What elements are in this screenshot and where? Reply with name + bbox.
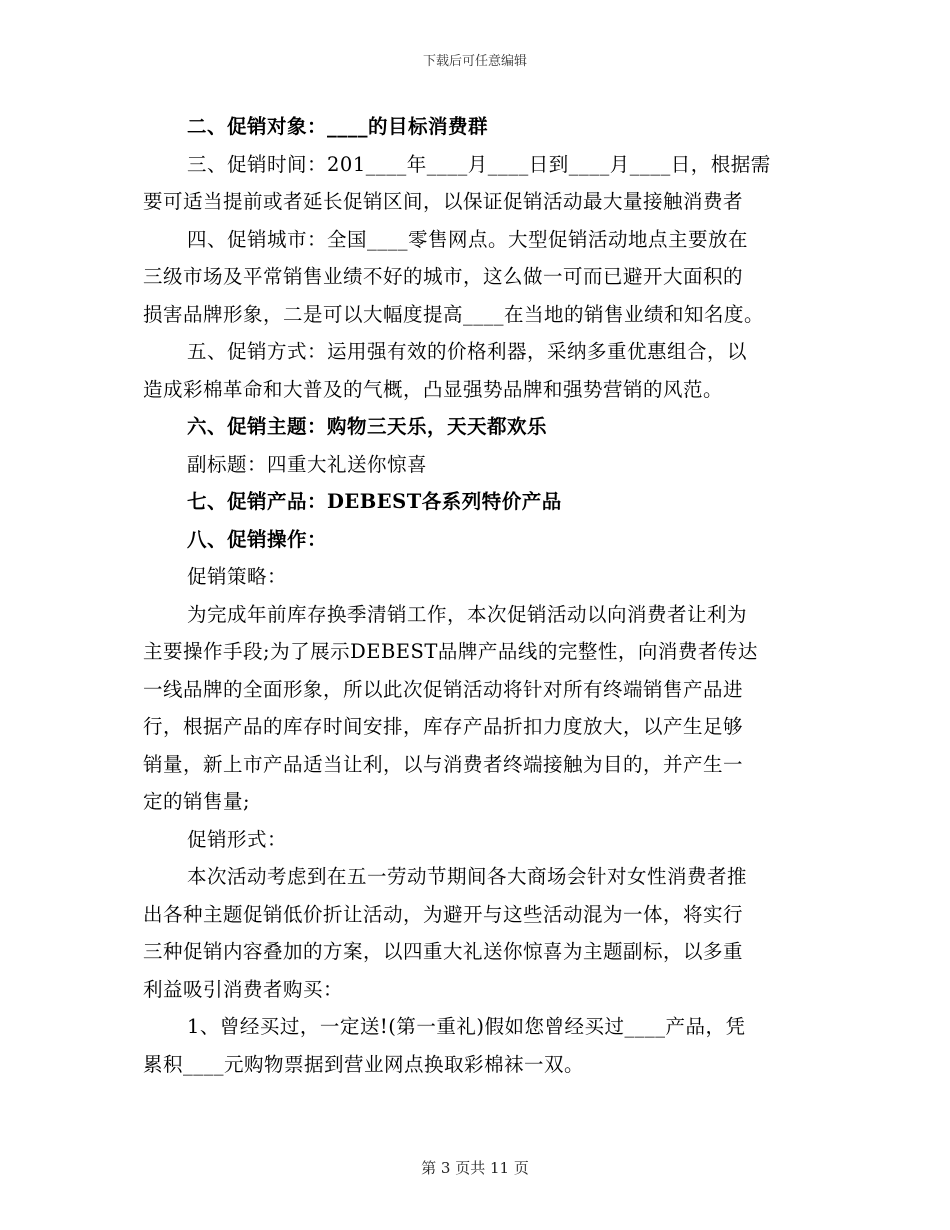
text-line: 为完成年前库存换季清销工作，本次促销活动以向消费者让利为 bbox=[187, 602, 748, 626]
text-line: 促销形式： bbox=[187, 827, 288, 851]
text-line: 1、曾经买过，一定送!(第一重礼)假如您曾经买过____产品，凭 bbox=[187, 1015, 746, 1038]
text-line: 本次活动考虑到在五一劳动节期间各大商场会针对女性消费者推 bbox=[187, 865, 748, 888]
text-line: 二、促销对象：____的目标消费群 bbox=[187, 115, 489, 138]
document-body bbox=[143, 108, 808, 1083]
text-line: 副标题：四重大礼送你惊喜 bbox=[187, 452, 428, 476]
text-line: 造成彩棉革命和大普及的气概，凸显强势品牌和强势营销的风范。 bbox=[143, 377, 724, 401]
text-line: 主要操作手段;为了展示DEBEST品牌产品线的完整性，向消费者传达 bbox=[143, 640, 758, 663]
text-line: 三种促销内容叠加的方案，以四重大礼送你惊喜为主题副标，以多重 bbox=[143, 940, 744, 963]
text-line: 损害品牌形象，二是可以大幅度提高____在当地的销售业绩和知名度。 bbox=[143, 302, 765, 326]
text-line: 五、促销方式：运用强有效的价格利器，采纳多重优惠组合，以 bbox=[187, 340, 748, 363]
text-line: 要可适当提前或者延长促销区间，以保证促销活动最大量接触消费者 bbox=[143, 190, 744, 213]
text-line: 定的销售量; bbox=[143, 790, 251, 813]
text-line: 促销策略： bbox=[187, 565, 288, 588]
text-line: 六、促销主题：购物三天乐，天天都欢乐 bbox=[187, 415, 548, 438]
text-line: 七、促销产品：DEBEST各系列特价产品 bbox=[187, 490, 562, 513]
text-line: 累积____元购物票据到营业网点换取彩棉袜一双。 bbox=[143, 1052, 585, 1076]
text-line: 三、促销时间：201____年____月____日到____月____日，根据需 bbox=[187, 152, 771, 176]
text-line: 八、促销操作： bbox=[187, 527, 328, 551]
text-line: 出各种主题促销低价折让活动，为避开与这些活动混为一体，将实行 bbox=[143, 902, 744, 926]
text-line: 三级市场及平常销售业绩不好的城市，这么做一可而已避开大面积的 bbox=[143, 265, 744, 288]
page-header: 下载后可任意编辑 bbox=[422, 54, 527, 69]
text-line: 行，根据产品的库存时间安排，库存产品折扣力度放大，以产生足够 bbox=[143, 715, 744, 738]
page-number: 第 3 页共 11 页 bbox=[421, 1159, 529, 1177]
text-line: 一线品牌的全面形象，所以此次促销活动将针对所有终端销售产品进 bbox=[143, 677, 744, 701]
text-line: 销量，新上市产品适当让利，以与消费者终端接触为目的，并产生一 bbox=[143, 752, 744, 776]
text-line: 四、促销城市：全国____零售网点。大型促销活动地点主要放在 bbox=[187, 227, 749, 251]
text-line: 利益吸引消费者购买： bbox=[143, 977, 344, 1001]
